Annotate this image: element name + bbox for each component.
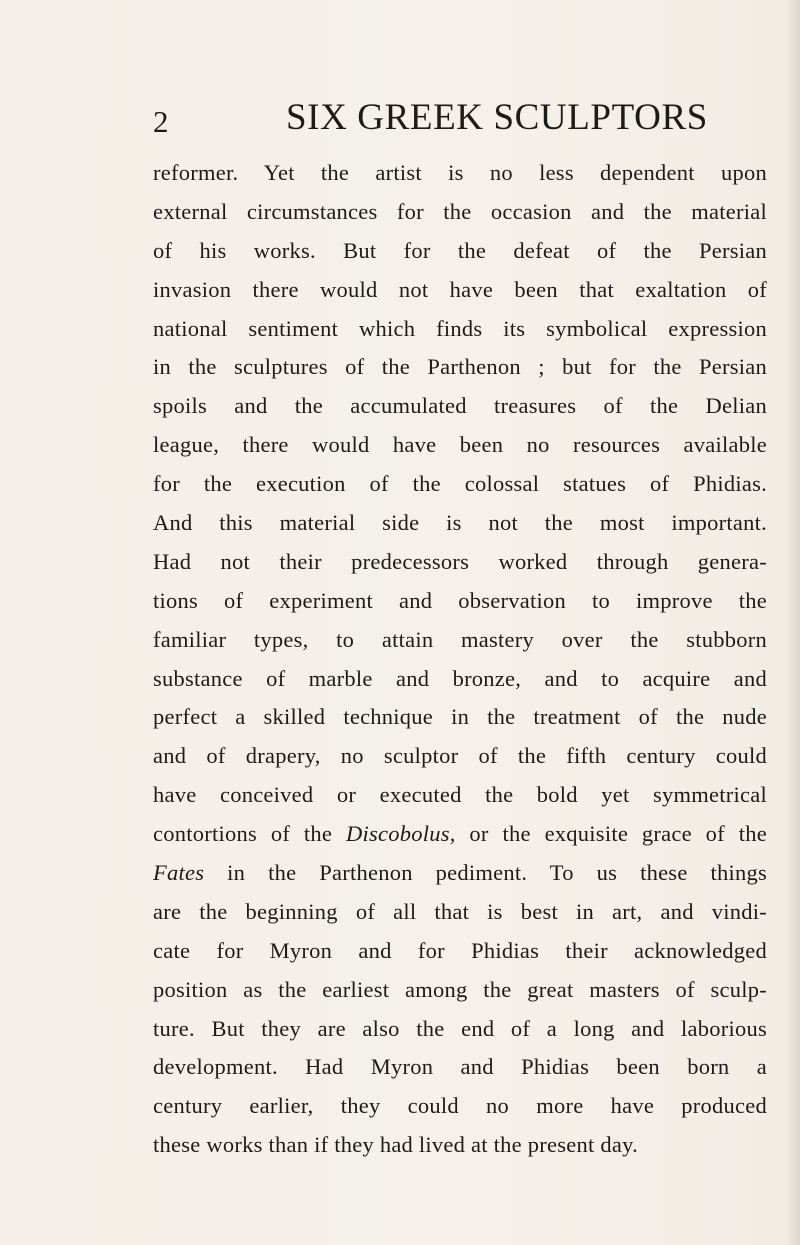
- text-line: of his works. But for the defeat of the Persian: [153, 237, 767, 263]
- text-line: reformer. Yet the artist is no less dependent upon: [153, 160, 767, 185]
- running-head: [0, 94, 800, 144]
- text-line: for the execution of the colossal statues of Phidias.: [153, 471, 767, 497]
- artwork-title-discobolus: Discobolus: [345, 821, 450, 847]
- artwork-title-fates: Fates: [153, 860, 205, 886]
- page-number: 2: [153, 104, 169, 139]
- text-line: tions of experiment and observation to improve the: [153, 587, 767, 613]
- text-line: have conceived or executed the bold yet symmetrical: [153, 782, 767, 808]
- text-line: and of drapery, no sculptor of the fifth century could: [153, 743, 767, 769]
- text-line-fates: [153, 854, 767, 893]
- text-line-discobolus: [153, 815, 767, 854]
- text-line: substance of marble and bronze, and to acquire and: [153, 665, 767, 691]
- text-line: in the sculptures of the Parthenon ; but for the Persian: [153, 354, 767, 380]
- text-line: perfect a skilled technique in the treatment of the nude: [153, 704, 767, 730]
- text-line: external circumstances for the occasion and the material: [153, 198, 767, 224]
- text-line: invasion there would not have been that exaltation of: [153, 276, 767, 302]
- text-segment: contortions of the: [153, 821, 346, 847]
- running-title: SIX GREEK SCULPTORS: [286, 97, 708, 138]
- text-line: familiar types, to attain mastery over the stubborn: [153, 626, 767, 652]
- page-edge-shadow: [786, 0, 800, 1245]
- text-line: are the beginning of all that is best in art, and vindi-: [153, 898, 767, 924]
- text-line: century earlier, they could no more have produced: [153, 1093, 767, 1119]
- text-line: cate for Myron and for Phidias their acknowledged: [153, 937, 767, 963]
- text-line: development. Had Myron and Phidias been born a: [153, 1054, 767, 1080]
- text-segment: , or the exquisite grace of the: [449, 821, 767, 847]
- text-line: national sentiment which finds its symbolical expression: [153, 315, 767, 341]
- body-paragraph: [153, 154, 767, 1165]
- text-line: Had not their predecessors worked through genera-: [153, 548, 767, 574]
- text-line-final: these works than if they had lived at the present day.: [153, 1132, 639, 1158]
- text-line: ture. But they are also the end of a long and laborious: [153, 1015, 767, 1041]
- text-line: position as the earliest among the great masters of sculp-: [153, 976, 767, 1002]
- text-line: And this material side is not the most important.: [153, 510, 767, 536]
- text-segment: in the Parthenon pediment. To us these things: [204, 860, 767, 886]
- text-line: spoils and the accumulated treasures of the Delian: [153, 393, 767, 419]
- text-line: league, there would have been no resources available: [153, 432, 767, 458]
